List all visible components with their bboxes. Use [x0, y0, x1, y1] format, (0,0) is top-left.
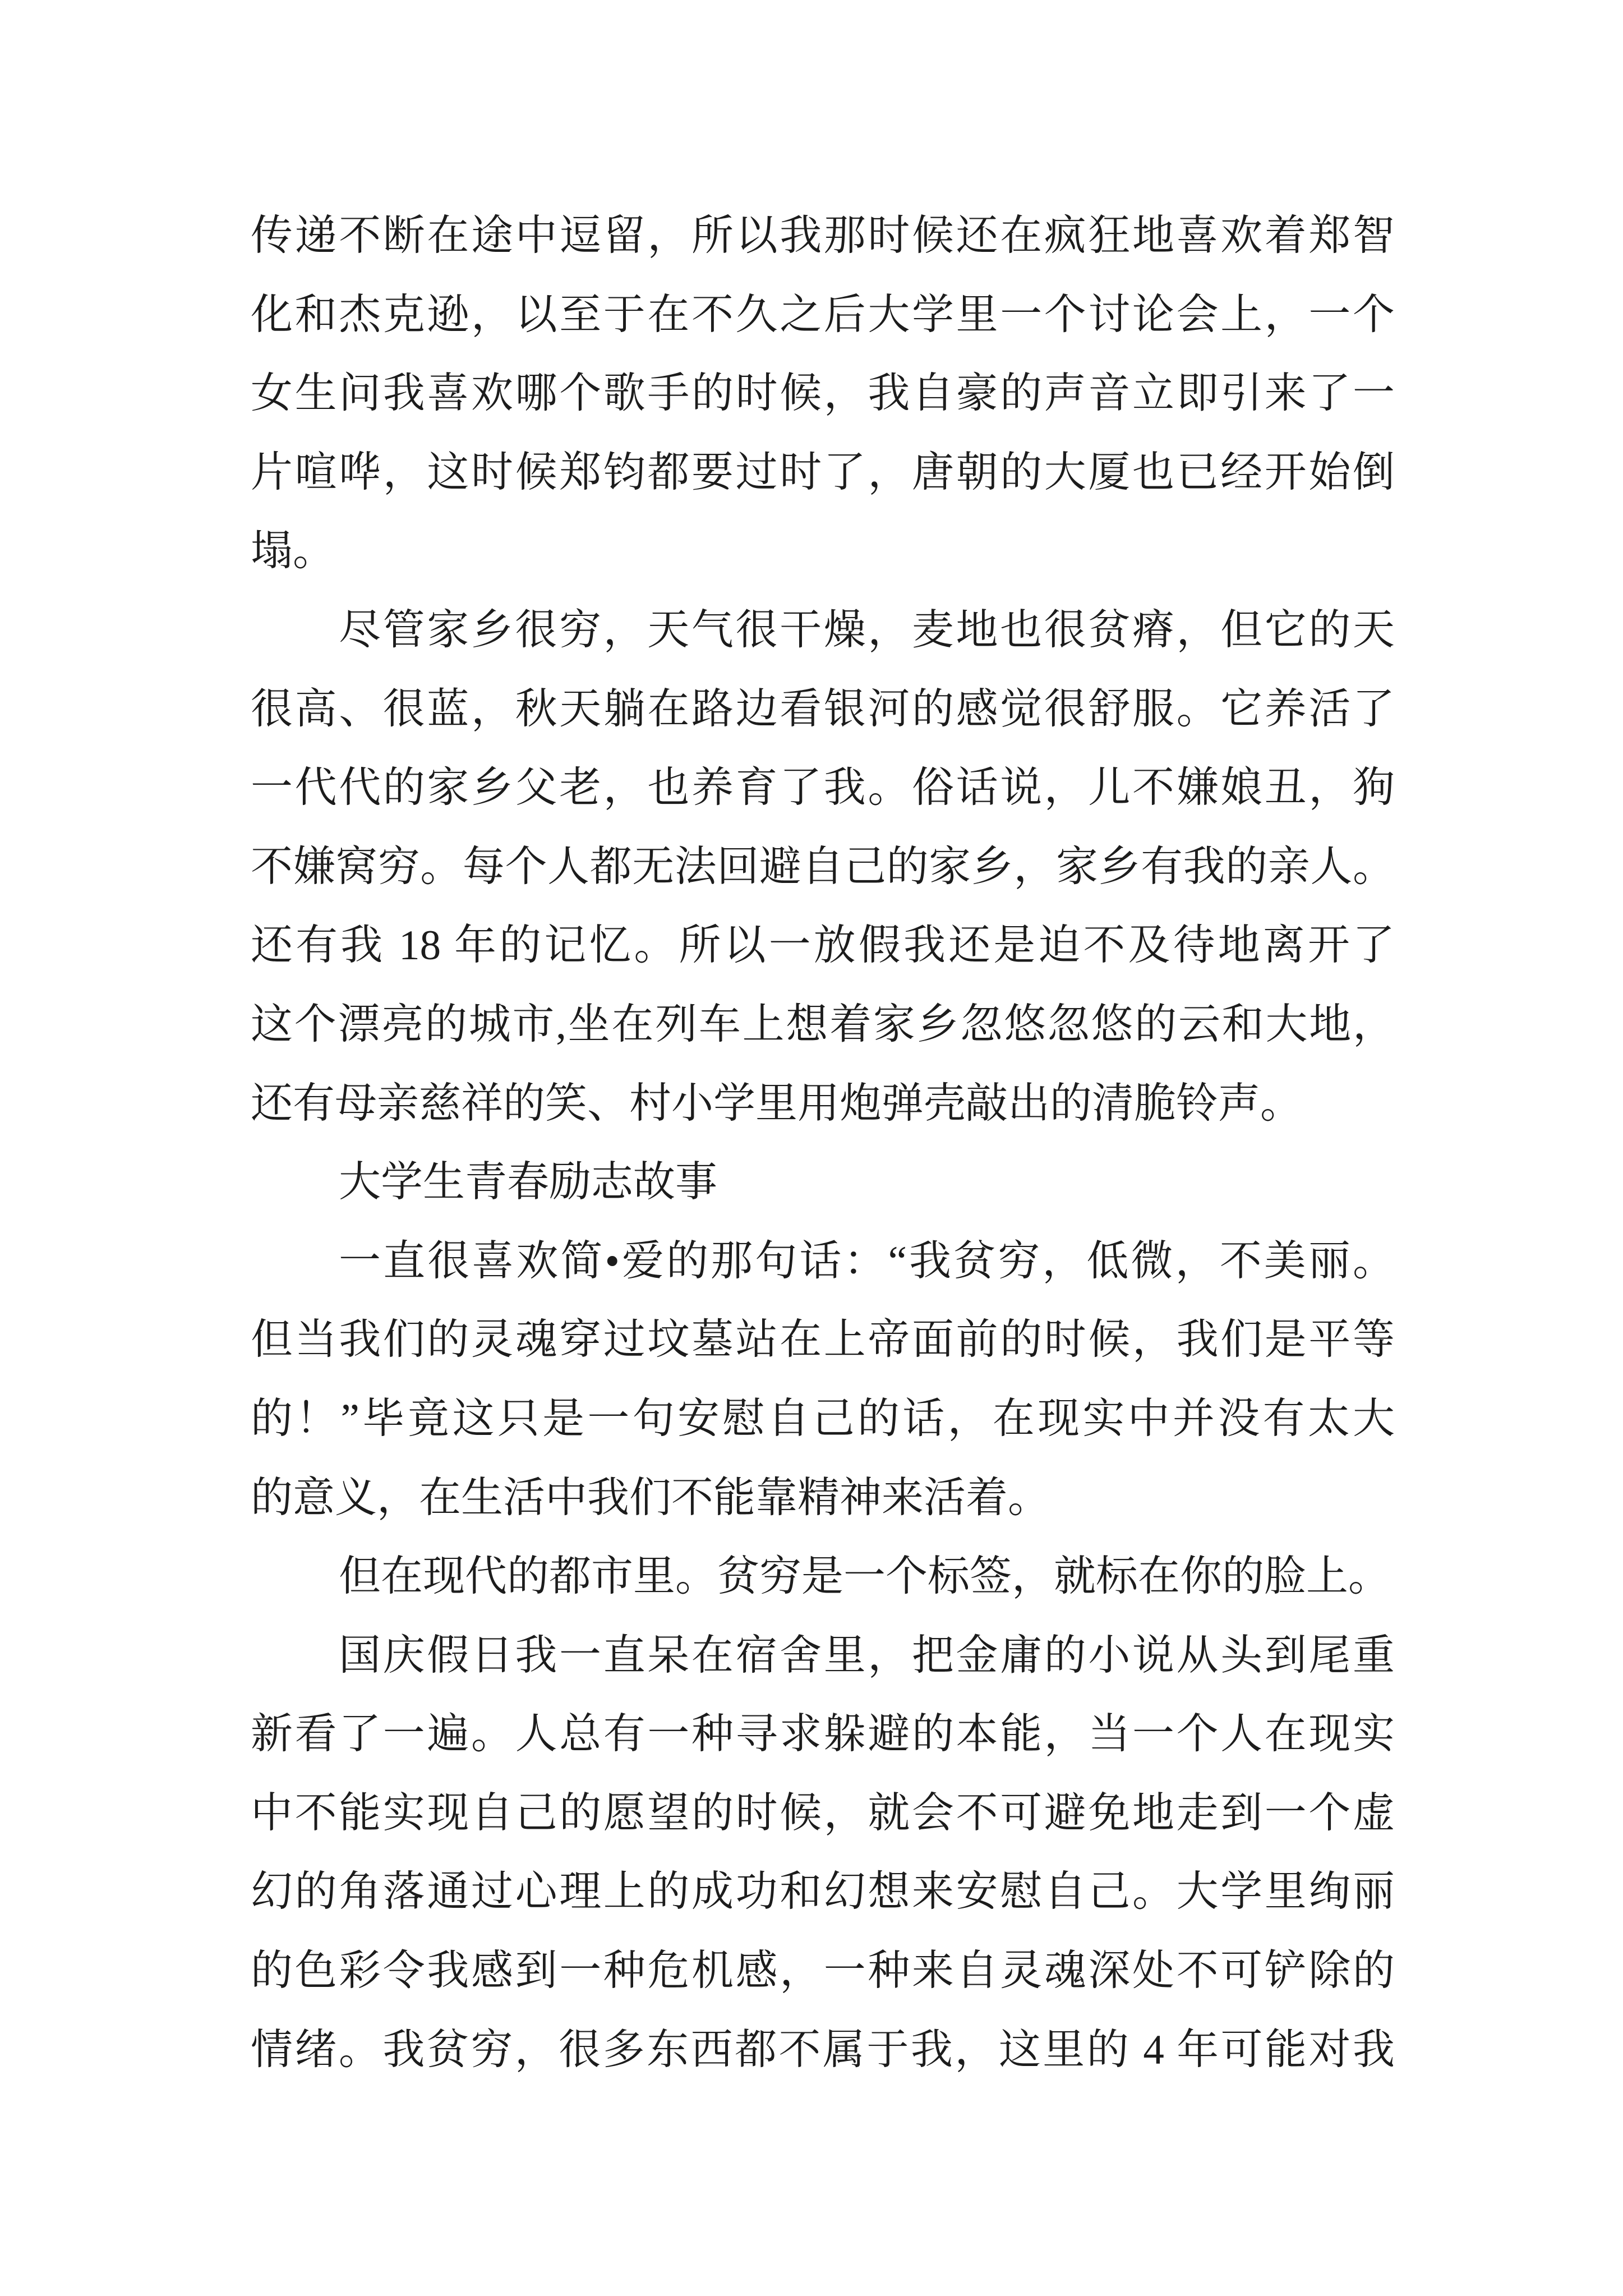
text-line: 还有我 18 年的记忆。所以一放假我还是迫不及待地离开了: [251, 922, 1395, 969]
text-line: 这个漂亮的城市,坐在列车上想着家乡忽悠忽悠的云和大地，: [251, 1001, 1395, 1048]
text-line: 中不能实现自己的愿望的时候，就会不可避免地走到一个虚: [251, 1789, 1395, 1837]
text-line: 化和杰克逊，以至于在不久之后大学里一个讨论会上，一个: [251, 291, 1395, 338]
text-line: 但当我们的灵魂穿过坟墓站在上帝面前的时候，我们是平等: [251, 1317, 1395, 1364]
story-title: 大学生青春励志故事: [339, 1159, 718, 1206]
text-line: 传递不断在途中逗留，所以我那时候还在疯狂地喜欢着郑智: [251, 213, 1395, 259]
paragraph: [251, 1538, 1395, 1617]
text-line: 的色彩令我感到一种危机感，一种来自灵魂深处不可铲除的: [251, 1948, 1395, 1995]
text-line: 一代代的家乡父老，也养育了我。俗话说，儿不嫌娘丑，狗: [251, 765, 1395, 812]
text-line: 女生问我喜欢哪个歌手的时候，我自豪的声音立即引来了一: [251, 370, 1395, 417]
text-line: 新看了一遍。人总有一种寻求躲避的本能，当一个人在现实: [251, 1711, 1395, 1758]
paragraph: [251, 1617, 1395, 2090]
text-line: 但在现代的都市里。贫穷是一个标签，就标在你的脸上。: [339, 1553, 1391, 1600]
text-line: 幻的角落通过心理上的成功和幻想来安慰自己。大学里绚丽: [251, 1869, 1395, 1916]
text-line: 塌。: [251, 528, 335, 575]
text-line: 一直很喜欢简•爱的那句话：“我贫穷，低微，不美丽。: [339, 1237, 1395, 1285]
text-line: 国庆假日我一直呆在宿舍里，把金庸的小说从头到尾重: [339, 1632, 1395, 1679]
text-line: 很高、很蓝，秋天躺在路边看银河的感觉很舒服。它养活了: [251, 685, 1395, 733]
text-line: 尽管家乡很穷，天气很干燥，麦地也很贫瘠，但它的天: [339, 606, 1395, 654]
story-section: [251, 1143, 1395, 2090]
story-body: [251, 1222, 1395, 2090]
text-line: 片喧哗，这时候郑钧都要过时了，唐朝的大厦也已经开始倒: [251, 449, 1395, 496]
text-line: 的意义，在生活中我们不能靠精神来活着。: [251, 1474, 1050, 1521]
text-line: 情绪。我贫穷，很多东西都不属于我，这里的 4 年可能对我: [251, 2026, 1395, 2073]
paragraph: [251, 591, 1395, 1143]
text-line: 还有母亲慈祥的笑、村小学里用炮弹壳敲出的清脆铃声。: [251, 1080, 1303, 1127]
text-line: 不嫌窝穷。每个人都无法回避自己的家乡，家乡有我的亲人。: [251, 843, 1395, 890]
text-line: 的！”毕竟这只是一句安慰自己的话，在现实中并没有太大: [251, 1395, 1395, 1442]
document-body: [251, 197, 1395, 2090]
paragraph: [251, 1222, 1395, 1538]
intro-section: [251, 197, 1395, 1143]
paragraph: [251, 197, 1395, 591]
